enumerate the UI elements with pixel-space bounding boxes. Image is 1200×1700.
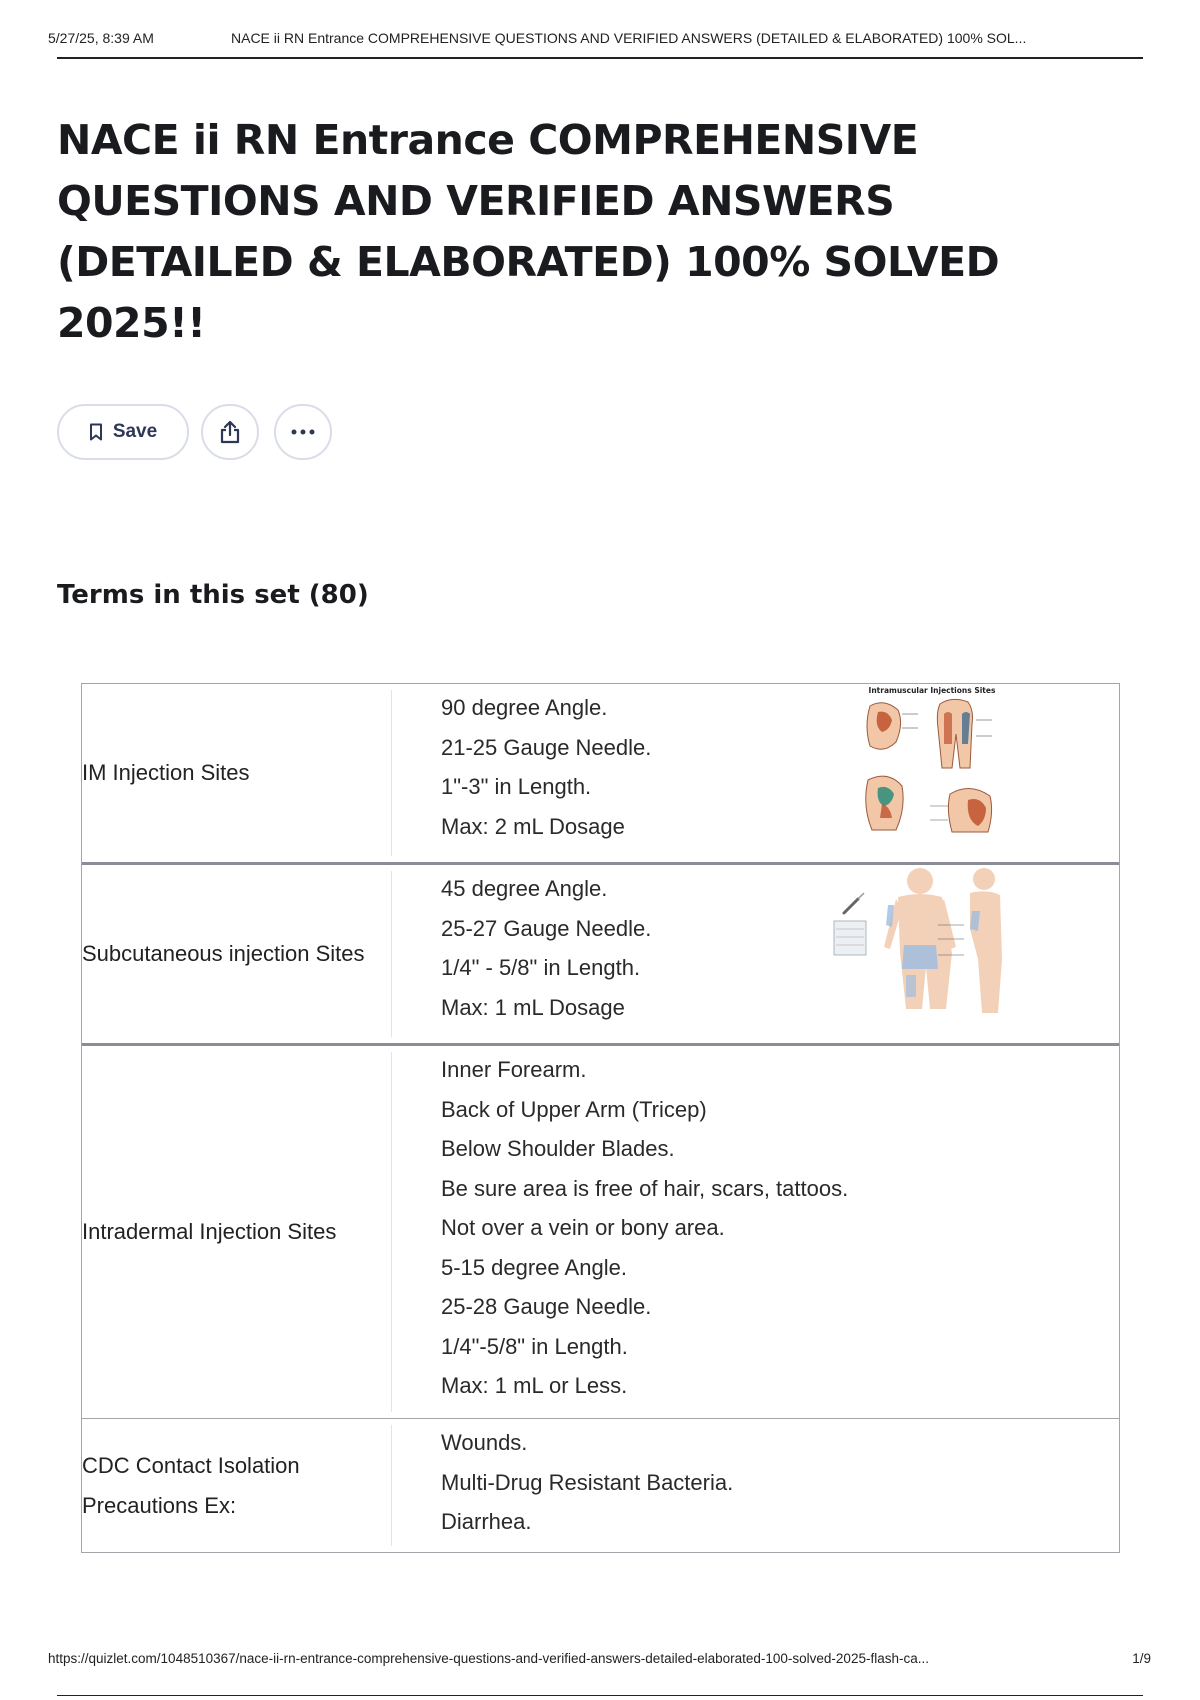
definition-line: Inner Forearm. [441, 1057, 587, 1082]
definition-line: Not over a vein or bony area. [441, 1215, 725, 1240]
column-divider [391, 690, 392, 856]
definition-line: 1/4" - 5/8" in Length. [441, 955, 641, 980]
term-row [82, 862, 1119, 1043]
term-text: CDC Contact Isolation Precautions Ex: [82, 1452, 300, 1518]
definition-line: 1"-3" in Length. [441, 774, 592, 799]
definition-line: Below Shoulder Blades. [441, 1136, 675, 1161]
definition-line: Multi-Drug Resistant Bacteria. [441, 1469, 734, 1495]
share-icon [218, 419, 242, 445]
term-text: Subcutaneous injection Sites [82, 941, 365, 966]
more-icon [290, 428, 316, 436]
bookmark-icon [89, 423, 103, 441]
term-row [82, 1418, 1119, 1552]
image-caption: Intramuscular Injections Sites [868, 686, 996, 695]
column-divider [391, 1052, 392, 1412]
definition-line: 25-27 Gauge Needle. [441, 915, 652, 941]
definition-line: 45 degree Angle. [441, 876, 608, 901]
definition-line: 5-15 degree Angle. [441, 1254, 627, 1280]
im-injection-sites-image [852, 684, 1012, 844]
term-text: IM Injection Sites [82, 760, 250, 785]
column-divider [391, 871, 392, 1037]
page-number: 1/9 [1132, 1651, 1151, 1666]
term-text: Intradermal Injection Sites [82, 1219, 337, 1244]
save-button-label: Save [112, 421, 158, 442]
definition-line: 90 degree Angle. [441, 695, 608, 720]
save-button[interactable] [57, 404, 189, 460]
definition-line: 1/4"-5/8" in Length. [441, 1333, 628, 1359]
definition [441, 1050, 911, 1406]
term-row [82, 1043, 1119, 1418]
terms-table [81, 683, 1120, 1553]
page-title: NACE ii RN Entrance COMPREHENSIVE QUESTIONS AND VERIFIED ANSWERS (DETAILED & ELABORATED) 100% SOLVED 2025!! [57, 116, 1000, 347]
definition-line: Max: 1 mL Dosage [441, 994, 625, 1020]
more-options-button[interactable] [274, 404, 332, 460]
definition-line: Back of Upper Arm (Tricep) [441, 1096, 707, 1122]
page-url: https://quizlet.com/1048510367/nace-ii-rn-entrance-comprehensive-questions-and-verified-answers-detailed-elaborated-100-solved-2025-flash-ca... [48, 1651, 929, 1666]
print-header-title: NACE ii RN Entrance COMPREHENSIVE QUESTIONS AND VERIFIED ANSWERS (DETAILED & ELABORATED) 100% SOL... [231, 30, 1027, 46]
definition-line: Diarrhea. [441, 1509, 532, 1534]
header-divider [57, 57, 1143, 59]
column-divider [391, 1425, 392, 1546]
terms-heading: Terms in this set (80) [57, 580, 369, 610]
share-button[interactable] [201, 404, 259, 460]
footer-divider [57, 1695, 1143, 1696]
definition-line: Be sure area is free of hair, scars, tattoos. [441, 1175, 849, 1201]
term-row [82, 684, 1119, 862]
print-date: 5/27/25, 8:39 AM [48, 30, 154, 46]
definition-line: Max: 2 mL Dosage [441, 813, 625, 839]
definition [441, 688, 911, 846]
definition-line: 21-25 Gauge Needle. [441, 734, 652, 760]
definition-line: 25-28 Gauge Needle. [441, 1294, 652, 1319]
definition-line: Wounds. [441, 1430, 528, 1455]
definition [441, 1423, 911, 1542]
definition-line: Max: 1 mL or Less. [441, 1373, 628, 1398]
subcutaneous-sites-image [832, 865, 1012, 1017]
